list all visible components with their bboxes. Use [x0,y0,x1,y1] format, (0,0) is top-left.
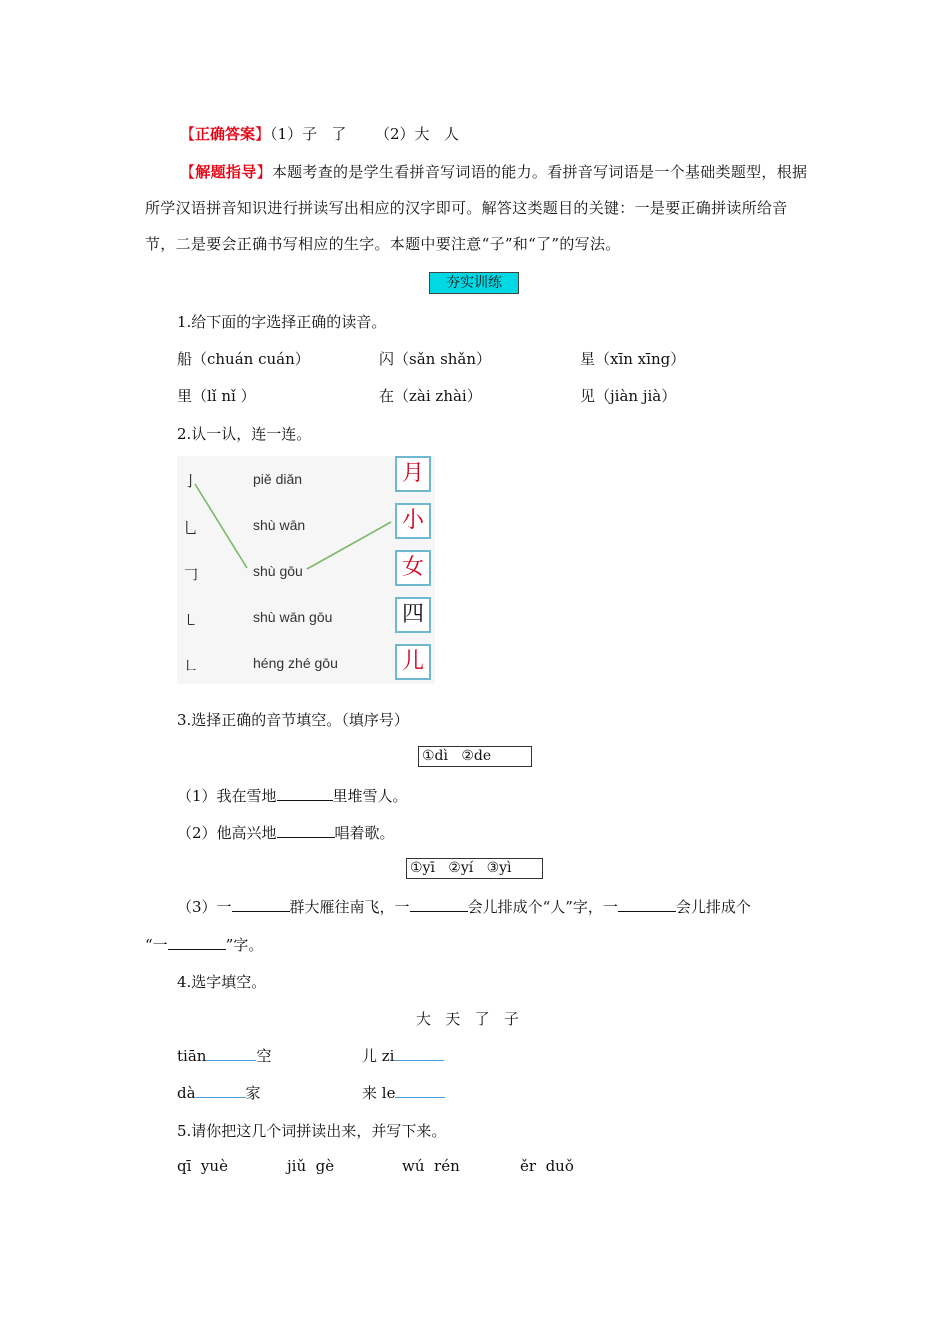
fill-blank[interactable] [277,786,333,801]
fill-blank[interactable] [277,823,335,838]
q1-item-2: 闪（sǎn shǎn） [379,350,492,368]
q1-item-6: 见（jiàn jià） [580,387,677,405]
q5-word-4: ěr duǒ [520,1157,574,1175]
q4-item-tiankong: tiān 空 [177,1047,272,1065]
q5-title: 5.请你把这几个词拼读出来，并写下来。 [177,1122,447,1140]
q4-options: 大 天 了 子 [416,1010,519,1028]
char-3: 女 [401,555,424,580]
char-box-2 [395,503,431,539]
q1-item-3: 星（xīn xīng） [580,350,686,368]
char-5: 儿 [401,649,424,674]
fill-blank[interactable] [196,1083,246,1098]
q1-item-5: 在（zài zhài） [379,387,482,405]
char-box-5 [395,644,431,680]
q5-word-1: qī yuè [177,1157,228,1175]
pinyin-1: piě diǎn [253,471,303,487]
section-banner: 夯实训练 [429,272,519,294]
q3-title: 3.选择正确的音节填空。（填序号） [177,711,409,729]
q1-item-4: 里（lǐ nǐ ） [177,387,256,405]
q4-item-dajia: dà 家 [177,1084,261,1102]
guide-label: 解题指导 [195,163,257,181]
q1-title: 1.给下面的字选择正确的读音。 [177,313,387,331]
q3-line-1: （1）我在雪地 里堆雪人。 [177,787,408,805]
stroke-3: 𠃌 [183,565,199,583]
char-2: 小 [401,508,424,533]
q2-title: 2.认一认，连一连。 [177,425,312,443]
q5-word-2: jiǔ gè [287,1157,335,1175]
answer-label: 正确答案 [195,125,256,143]
guide-text: 本题考查的是学生看拼音写词语的能力。看拼音写词语是一个基础类题型，根据所学汉语拼音知识进行拼读写出相应的汉字即可。解答这类题目的关键：一是要正确拼读所给音节，二是要会正确书写相应的生字。本题中要注意“子”和“了”的写法。 [145,163,808,253]
fill-blank[interactable] [394,1046,444,1061]
char-box-3 [395,550,431,586]
char-4: 四 [401,602,424,627]
q3-line-4: “一 ”字。 [145,936,264,954]
answer-text: （1）子 了 （2）大 人 [270,125,459,143]
char-1: 月 [401,461,424,486]
pinyin-3: shù gōu [253,563,303,579]
fill-blank[interactable] [206,1046,256,1061]
q3-line-2: （2）他高兴地 唱着歌。 [177,824,395,842]
q3-option-box-1: ①dì ②de [418,746,532,767]
q4-item-laile: 来 le [362,1082,445,1103]
char-box-4 [395,597,431,633]
q1-item-1: 船（chuán cuán） [177,350,310,368]
stroke-2: 乚 [183,519,199,537]
pinyin-4: shù wān gōu [253,609,333,625]
fill-blank[interactable] [168,935,226,950]
q3-line-3: （3）一 群大雁往南飞，一 会儿排成个“人”字，一 会儿排成个 [177,898,751,916]
q4-item-erzi: 儿 zi [362,1045,444,1066]
connect-line-1 [195,484,247,568]
char-box-1 [395,456,431,492]
stroke-1: 亅 [183,472,199,490]
fill-blank[interactable] [618,897,676,912]
fill-blank[interactable] [410,897,468,912]
q4-title: 4.选字填空。 [177,973,267,991]
fill-blank[interactable] [232,897,290,912]
stroke-4: ㇄ [183,611,199,629]
guide-paragraph: 【解题指导】本题考查的是学生看拼音写词语的能力。看拼音写词语是一个基础类题型，根据所学汉语拼音知识进行拼读写出相应的汉字即可。解答这类题目的关键：一是要正确拼读所给音节，二是要会正确书写相应的生字。本题中要注意“子”和“了”的写法。 [145,163,808,253]
pinyin-2: shù wān [253,517,306,533]
answer-line: 【正确答案】（1）子 了 （2）大 人 [180,125,459,143]
pinyin-5: héng zhé gōu [253,655,338,671]
stroke-5: ㇗ [183,657,199,675]
q5-word-3: wú rén [402,1157,460,1175]
connect-line-2 [307,522,391,569]
matching-figure [177,456,435,684]
q3-option-box-2: ①yī ②yí ③yì [406,858,543,879]
fill-blank[interactable] [395,1083,445,1098]
